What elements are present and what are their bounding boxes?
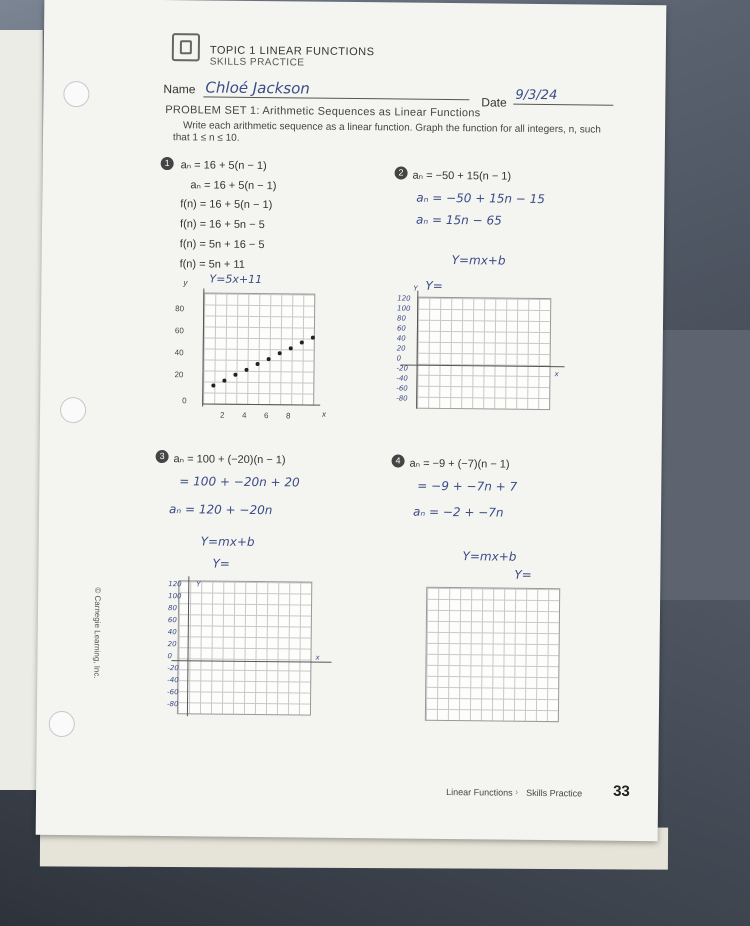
topic-subtitle: SKILLS PRACTICE	[209, 56, 305, 69]
problem-4-graph-grid	[425, 587, 560, 722]
problem-2-graph-note: Y=mx+b	[451, 253, 506, 268]
plot-point	[244, 368, 248, 372]
problem-1-y-tick: 40	[174, 348, 184, 358]
topic-title: TOPIC 1 LINEAR FUNCTIONS	[209, 44, 375, 59]
footer-subsection: Skills Practice	[526, 787, 583, 799]
problem-3-x-axis-label: x	[315, 653, 320, 662]
y-tick-label: -60	[396, 384, 408, 393]
problem-3-equation: aₙ = 100 + (−20)(n − 1)	[173, 453, 286, 467]
problem-1-x-tick: 4	[241, 410, 247, 420]
problem-1-equation: aₙ = 16 + 5(n − 1)	[180, 159, 267, 173]
problem-3-graph-note: Y=mx+b	[200, 534, 255, 549]
problem-4-graph-note: Y=mx+b	[462, 549, 517, 564]
plot-point	[267, 357, 271, 361]
problem-1-graph-grid	[202, 292, 315, 405]
problem-3-work-2: aₙ = 120 + −20n	[168, 502, 273, 518]
y-tick-label: 100	[397, 304, 411, 313]
problem-1-work-2: f(n) = 16 + 5(n − 1)	[180, 198, 273, 212]
y-tick-label: -60	[167, 688, 179, 697]
problem-3-graph-note-2: Y=	[212, 556, 230, 571]
y-tick-label: -20	[396, 364, 409, 373]
problem-2-y-axis-label: Y	[413, 284, 418, 293]
problem-4-equation: aₙ = −9 + (−7)(n − 1)	[409, 457, 510, 471]
problem-2-work-2: aₙ = 15n − 65	[416, 212, 502, 228]
date-label: Date	[481, 95, 507, 110]
y-tick-label: 120	[168, 580, 182, 589]
y-tick-label: 20	[396, 344, 406, 353]
problem-3-y-axis-label: Y	[196, 580, 201, 589]
name-label: Name	[163, 82, 196, 97]
problem-4-work-1: = −9 + −7n + 7	[417, 478, 518, 494]
y-tick-label: 0	[396, 354, 402, 363]
problem-2-number: 2	[395, 166, 408, 179]
date-value: 9/3/24	[515, 87, 558, 104]
problem-1-work-1: aₙ = 16 + 5(n − 1)	[190, 179, 277, 193]
y-tick-label: -40	[396, 374, 408, 383]
problem-4-graph-note-2: Y=	[514, 567, 532, 582]
problem-1-number: 1	[161, 157, 174, 170]
problem-1-y-tick: 60	[174, 326, 184, 336]
y-tick-label: -40	[167, 676, 179, 685]
y-tick-label: -80	[166, 700, 179, 709]
instruction-line2: that 1 ≤ n ≤ 10.	[172, 132, 240, 144]
problem-3-graph-grid	[177, 580, 312, 715]
page-number: 33	[613, 782, 630, 800]
problem-set-title: PROBLEM SET 1: Arithmetic Sequences as Linear Functions	[165, 104, 481, 120]
problem-1-x-tick: 2	[219, 410, 225, 420]
problem-2-work-1: aₙ = −50 + 15n − 15	[416, 190, 546, 207]
y-tick-label: -80	[396, 394, 408, 403]
y-tick-label: 60	[396, 324, 406, 333]
y-tick-label: 40	[167, 628, 177, 637]
y-tick-label: 100	[168, 592, 182, 601]
problem-1-y-tick: 0	[182, 396, 187, 406]
footer-separator-icon: ›	[515, 786, 519, 797]
binder-hole-middle	[60, 397, 86, 423]
name-line	[203, 96, 469, 100]
problem-1-y-tick: 20	[174, 370, 184, 380]
problem-1-y-tick: 80	[175, 304, 185, 314]
plot-point	[289, 346, 293, 350]
y-tick-label: 80	[397, 314, 407, 323]
y-tick-label: 20	[167, 640, 177, 649]
problem-2-x-axis-label: x	[554, 370, 559, 379]
problem-2-equation: aₙ = −50 + 15(n − 1)	[412, 169, 512, 183]
problem-1-work-5: f(n) = 5n + 11	[179, 258, 245, 271]
copyright-notice: © Carnegie Learning, Inc.	[92, 587, 103, 679]
problem-1-x-axis	[202, 403, 320, 405]
y-tick-label: 0	[167, 652, 173, 661]
binder-hole-top	[63, 81, 89, 107]
date-line	[513, 104, 613, 106]
problem-3-work-1: = 100 + −20n + 20	[179, 474, 300, 490]
problem-1-x-axis-label: x	[322, 409, 327, 419]
footer-section: Linear Functions	[446, 787, 513, 798]
problem-2-graph-note-2: Y=	[425, 278, 443, 293]
problem-1-work-4: f(n) = 5n + 16 − 5	[179, 238, 265, 252]
name-value: Chloé Jackson	[205, 78, 310, 98]
y-tick-label: 40	[396, 334, 406, 343]
y-tick-label: -20	[167, 664, 179, 673]
problem-1-y-axis-label: y	[183, 278, 188, 288]
plot-point	[222, 379, 226, 383]
y-tick-label: 60	[167, 616, 177, 625]
problem-2-graph-grid	[416, 297, 551, 410]
instruction-line1: Write each arithmetic sequence as a linear function. Graph the function for all integers, n, such	[183, 120, 601, 136]
problem-4-number: 4	[392, 454, 405, 467]
problem-1-x-tick: 6	[263, 411, 269, 421]
problem-1-graph-note: Y=5x+11	[209, 272, 263, 287]
problem-1-work-3: f(n) = 16 + 5n − 5	[179, 218, 265, 232]
problem-4-work-2: aₙ = −2 + −7n	[412, 504, 504, 520]
y-tick-label: 120	[397, 294, 411, 303]
problem-3-number: 3	[156, 450, 169, 463]
y-tick-label: 80	[167, 604, 177, 613]
worksheet-page	[36, 0, 667, 841]
problem-1-x-tick: 8	[285, 411, 291, 421]
binder-hole-bottom	[49, 711, 75, 737]
plot-point	[311, 335, 315, 339]
topic-icon	[172, 33, 200, 61]
